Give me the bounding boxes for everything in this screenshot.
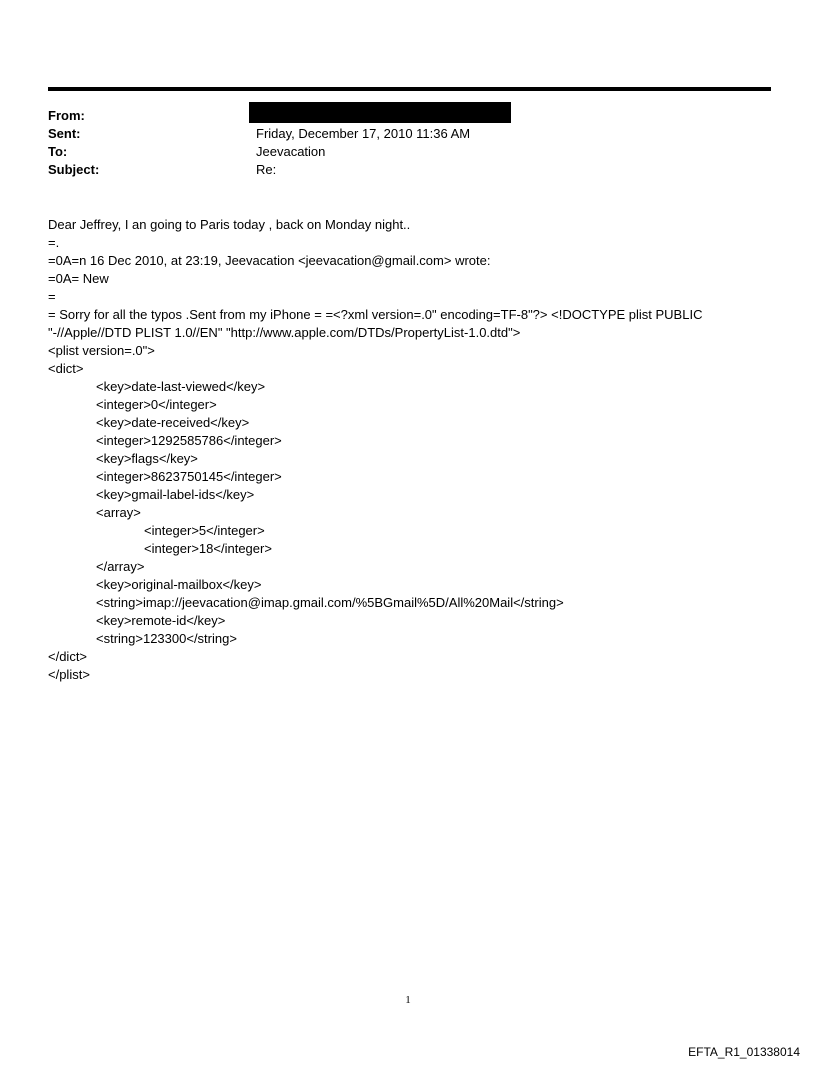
- body-line: <integer>0</integer>: [96, 397, 217, 412]
- body-line: <dict>: [48, 361, 84, 376]
- bates-number: EFTA_R1_01338014: [688, 1045, 800, 1059]
- body-line: <integer>18</integer>: [144, 541, 272, 556]
- body-line: <string>imap://jeevacation@imap.gmail.com/%5BGmail%5D/All%20Mail</string>: [96, 595, 564, 610]
- redacted-from-value: [249, 102, 511, 123]
- header-rule: [48, 87, 771, 91]
- body-line: </array>: [96, 559, 145, 574]
- body-line: <plist version=.0">: [48, 343, 155, 358]
- body-line: <key>remote-id</key>: [96, 613, 226, 628]
- sent-value: Friday, December 17, 2010 11:36 AM: [256, 126, 471, 141]
- body-line: </dict>: [48, 649, 88, 664]
- to-label: To:: [48, 144, 68, 159]
- body-line: <string>123300</string>: [96, 631, 237, 646]
- body-line: =: [48, 289, 56, 304]
- body-line: <integer>8623750145</integer>: [96, 469, 282, 484]
- body-line: <key>flags</key>: [96, 451, 198, 466]
- page-number: 1: [405, 994, 411, 1006]
- body-line: = Sorry for all the typos .Sent from my iPhone = =<?xml version=.0" encoding=TF-8"?> <!DOCTYPE plist PUBLIC "-//Apple//DTD PLIST 1.0//EN" "http://www.apple.com/DTDs/PropertyList-1.0.dtd">: [48, 307, 703, 340]
- subject-label: Subject:: [48, 162, 100, 177]
- body-line: =.: [48, 235, 60, 250]
- body-line: <key>gmail-label-ids</key>: [96, 487, 255, 502]
- body-line: <key>date-last-viewed</key>: [96, 379, 266, 394]
- email-body: [48, 216, 748, 684]
- body-line: </plist>: [48, 667, 90, 682]
- body-line: <key>original-mailbox</key>: [96, 577, 262, 592]
- body-line: <key>date-received</key>: [96, 415, 250, 430]
- subject-value: Re:: [256, 162, 277, 177]
- body-line: =0A=n 16 Dec 2010, at 23:19, Jeevacation <jeevacation@gmail.com> wrote:: [48, 253, 491, 268]
- from-label: From:: [48, 108, 85, 123]
- body-line: =0A= New: [48, 271, 109, 286]
- to-value: Jeevacation: [256, 144, 326, 159]
- body-line: <integer>5</integer>: [144, 523, 265, 538]
- body-line: <integer>1292585786</integer>: [96, 433, 282, 448]
- body-line: <array>: [96, 505, 141, 520]
- body-line: Dear Jeffrey, I an going to Paris today , back on Monday night..: [48, 217, 411, 232]
- sent-label: Sent:: [48, 126, 81, 141]
